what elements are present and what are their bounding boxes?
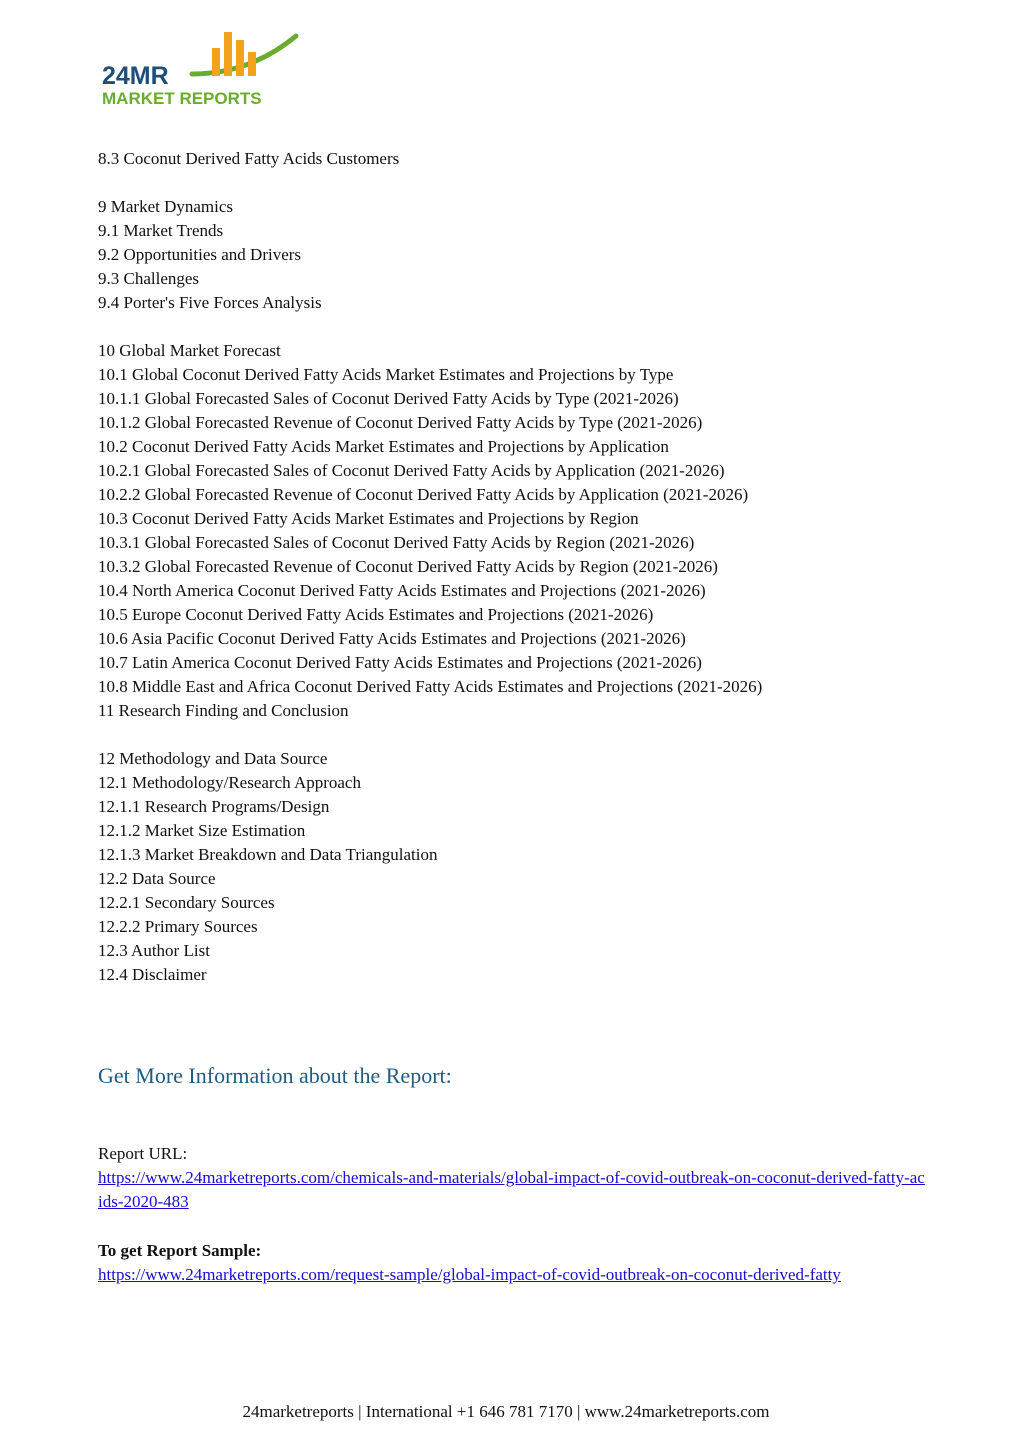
logo-graphic <box>100 28 310 108</box>
toc-item: 10.7 Latin America Coconut Derived Fatty Acids Estimates and Projections (2021-2026) <box>98 653 702 672</box>
toc-item: 10.8 Middle East and Africa Coconut Derived Fatty Acids Estimates and Projections (2021-2026) <box>98 677 763 696</box>
toc-item: 12.1.1 Research Programs/Design <box>98 797 330 816</box>
toc-item: 12.1 Methodology/Research Approach <box>98 773 361 792</box>
report-url-link[interactable]: https://www.24marketreports.com/chemicals-and-materials/global-impact-of-covid-outbreak-on-coconut-derived-fatty-acids-2020-483 <box>98 1168 925 1211</box>
toc-spacer <box>98 723 978 747</box>
toc-item: 10.2.1 Global Forecasted Sales of Coconut Derived Fatty Acids by Application (2021-2026) <box>98 461 725 480</box>
toc-item: 10.3.2 Global Forecasted Revenue of Coconut Derived Fatty Acids by Region (2021-2026) <box>98 557 718 576</box>
toc-item: 9.4 Porter's Five Forces Analysis <box>98 293 322 312</box>
toc-item: 10.5 Europe Coconut Derived Fatty Acids Estimates and Projections (2021-2026) <box>98 605 654 624</box>
logo-line1: 24MR <box>102 62 169 90</box>
toc-item: 10.1 Global Coconut Derived Fatty Acids Market Estimates and Projections by Type <box>98 365 674 384</box>
logo-bar-1 <box>212 48 220 76</box>
toc-item: 12.1.2 Market Size Estimation <box>98 821 306 840</box>
footer-text: 24marketreports | International +1 646 781 7170 | www.24marketreports.com <box>242 1402 770 1421</box>
toc-item: 10.3 Coconut Derived Fatty Acids Market Estimates and Projections by Region <box>98 509 639 528</box>
toc-item: 10.3.1 Global Forecasted Sales of Coconut Derived Fatty Acids by Region (2021-2026) <box>98 533 695 552</box>
logo-bar-3 <box>236 40 244 76</box>
report-url-label: Report URL: <box>98 1144 188 1163</box>
toc-item: 9.2 Opportunities and Drivers <box>98 245 302 264</box>
logo-bar-2 <box>224 32 232 76</box>
toc-item: 10 Global Market Forecast <box>98 341 281 360</box>
toc-item: 8.3 Coconut Derived Fatty Acids Customers <box>98 149 400 168</box>
toc-item: 10.1.2 Global Forecasted Revenue of Coconut Derived Fatty Acids by Type (2021-2026) <box>98 413 703 432</box>
toc-item: 10.6 Asia Pacific Coconut Derived Fatty Acids Estimates and Projections (2021-2026) <box>98 629 686 648</box>
toc-item: 12.2.1 Secondary Sources <box>98 893 275 912</box>
toc-item: 12.4 Disclaimer <box>98 965 207 984</box>
report-sample-link[interactable]: https://www.24marketreports.com/request-sample/global-impact-of-covid-outbreak-on-coconut-derived-fatty <box>98 1265 841 1284</box>
toc-item: 10.4 North America Coconut Derived Fatty Acids Estimates and Projections (2021-2026) <box>98 581 706 600</box>
toc-item: 10.2 Coconut Derived Fatty Acids Market Estimates and Projections by Application <box>98 437 669 456</box>
toc-spacer <box>98 315 978 339</box>
toc-item: 11 Research Finding and Conclusion <box>98 701 349 720</box>
toc-item: 9.3 Challenges <box>98 269 200 288</box>
toc-item: 12 Methodology and Data Source <box>98 749 328 768</box>
table-of-contents <box>98 147 978 987</box>
toc-item: 10.1.1 Global Forecasted Sales of Coconut Derived Fatty Acids by Type (2021-2026) <box>98 389 679 408</box>
toc-item: 10.2.2 Global Forecasted Revenue of Coconut Derived Fatty Acids by Application (2021-2026) <box>98 485 749 504</box>
report-sample-label: To get Report Sample: <box>98 1241 262 1260</box>
toc-item: 9.1 Market Trends <box>98 221 224 240</box>
more-info-heading: Get More Information about the Report: <box>98 1063 452 1088</box>
logo-bar-4 <box>248 52 256 76</box>
toc-spacer <box>98 171 978 195</box>
toc-item: 12.2.2 Primary Sources <box>98 917 258 936</box>
toc-item: 12.1.3 Market Breakdown and Data Triangulation <box>98 845 438 864</box>
toc-item: 12.3 Author List <box>98 941 210 960</box>
company-logo <box>100 28 310 108</box>
toc-item: 9 Market Dynamics <box>98 197 234 216</box>
toc-item: 12.2 Data Source <box>98 869 216 888</box>
logo-line2: MARKET REPORTS <box>102 89 262 108</box>
page-footer <box>0 1400 1024 1424</box>
